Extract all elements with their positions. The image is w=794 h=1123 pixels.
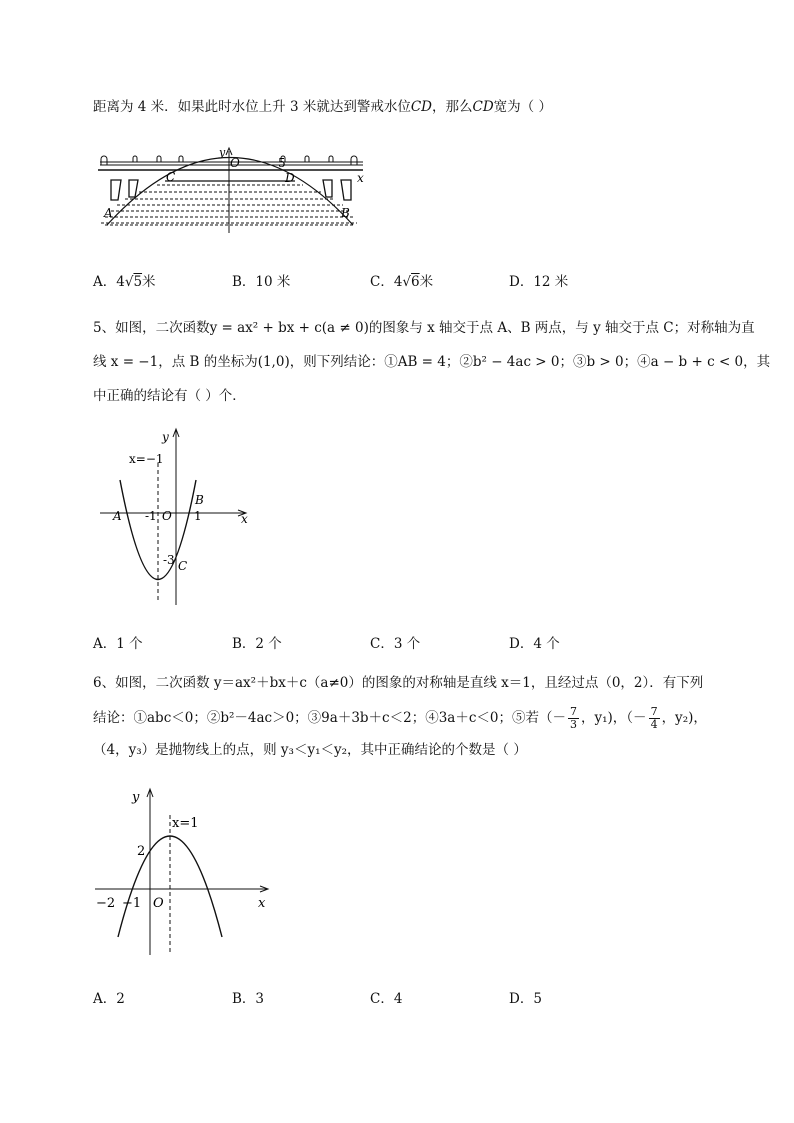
q4-option-b[interactable]: B．10 米 — [232, 274, 291, 290]
label-x: x — [241, 512, 248, 526]
label-axis: x=−1 — [129, 452, 164, 466]
label-x: x — [258, 896, 266, 911]
label-y: y — [132, 790, 140, 805]
q4-mid: ，那么 — [432, 99, 473, 115]
label-y: y — [162, 430, 169, 444]
q4-option-a[interactable]: A．4√5米 — [93, 274, 156, 290]
label-neg1: −1 — [122, 896, 142, 911]
label-two: 2 — [137, 844, 146, 859]
label-y: y — [219, 146, 226, 159]
q6-line2-mid: ，y₁)，（－ — [581, 710, 647, 726]
q4-tail: 宽为（ ） — [493, 99, 552, 115]
sqrt-symbol: √ — [402, 274, 412, 290]
q6-options — [93, 987, 653, 1007]
label-x: x — [357, 171, 364, 185]
label-neg1: -1 — [145, 509, 157, 523]
fraction-7-4: $\frac{7}{4}$ — [650, 705, 658, 731]
q4-options — [93, 270, 653, 290]
q6-option-c[interactable]: C．4 — [370, 991, 403, 1007]
label-c: C — [178, 559, 188, 573]
q5-line2: 线 x = −1，点 B 的坐标为(1,0)，则下列结论：①AB = 4；②b² − 4ac > 0；③b > 0；④a − b + c < 0，其 — [93, 354, 771, 370]
q5-line1: 5、如图，二次函数y = ax² + bx + c(a ≠ 0)的图象与 x 轴交于点 A、B 两点，与 y 轴交于点 C；对称轴为直 — [93, 320, 755, 336]
q6-line2 — [93, 706, 707, 731]
q4-option-c[interactable]: C．4√6米 — [370, 274, 434, 290]
q5-option-c[interactable]: C．3 个 — [370, 636, 421, 652]
q6-line3: （4，y₃）是抛物线上的点，则 y₃＜y₁＜y₂，其中正确结论的个数是（ ） — [93, 742, 527, 758]
label-one: 1 — [194, 509, 202, 523]
q6-line1: 6、如图，二次函数 y＝ax²＋bx＋c（a≠0）的图象的对称轴是直线 x＝1，且经过点（0，2）．有下列 — [93, 675, 704, 691]
fraction-7-3: $\frac{7}{3}$ — [570, 705, 577, 731]
q6-option-a[interactable]: A．2 — [93, 991, 125, 1007]
sqrt-symbol: √ — [124, 274, 134, 290]
bridge-figure — [95, 145, 375, 235]
label-d: D — [285, 171, 295, 185]
q4-cd2: CD — [472, 99, 494, 115]
q6-option-b[interactable]: B．3 — [232, 991, 265, 1007]
q6-option-d[interactable]: D．5 — [509, 991, 542, 1007]
label-axis: x=1 — [172, 816, 199, 831]
label-b: B — [195, 493, 204, 507]
q6-line2-end: ，y₂)， — [661, 710, 707, 726]
q5-option-a[interactable]: A．1 个 — [93, 636, 143, 652]
label-neg2: −2 — [96, 896, 116, 911]
q6-graph — [90, 785, 275, 960]
q4-option-d[interactable]: D．12 米 — [509, 274, 569, 290]
q4-text — [93, 97, 552, 117]
label-c: C — [166, 170, 176, 184]
q5-options — [93, 632, 653, 652]
label-a: A — [113, 509, 122, 523]
q5-graph — [95, 425, 260, 610]
q4-cd: CD — [410, 99, 432, 115]
label-five: 5 — [278, 156, 286, 170]
label-o: O — [153, 896, 164, 911]
q6-line2-start: 结论：①abc＜0；②b²－4ac＞0；③9a＋3b＋c＜2；④3a＋c＜0；⑤若（－ — [93, 710, 566, 726]
label-o: O — [230, 156, 240, 170]
label-b: B — [341, 206, 350, 220]
q5-option-d[interactable]: D．4 个 — [509, 636, 560, 652]
label-a: A — [104, 206, 113, 220]
label-neg3: -3 — [163, 553, 175, 567]
q4-intro: 距离为 4 米．如果此时水位上升 3 米就达到警戒水位 — [93, 99, 411, 115]
q5-line3: 中正确的结论有（ ）个． — [93, 388, 246, 404]
q5-option-b[interactable]: B．2 个 — [232, 636, 282, 652]
label-o: O — [162, 509, 172, 523]
